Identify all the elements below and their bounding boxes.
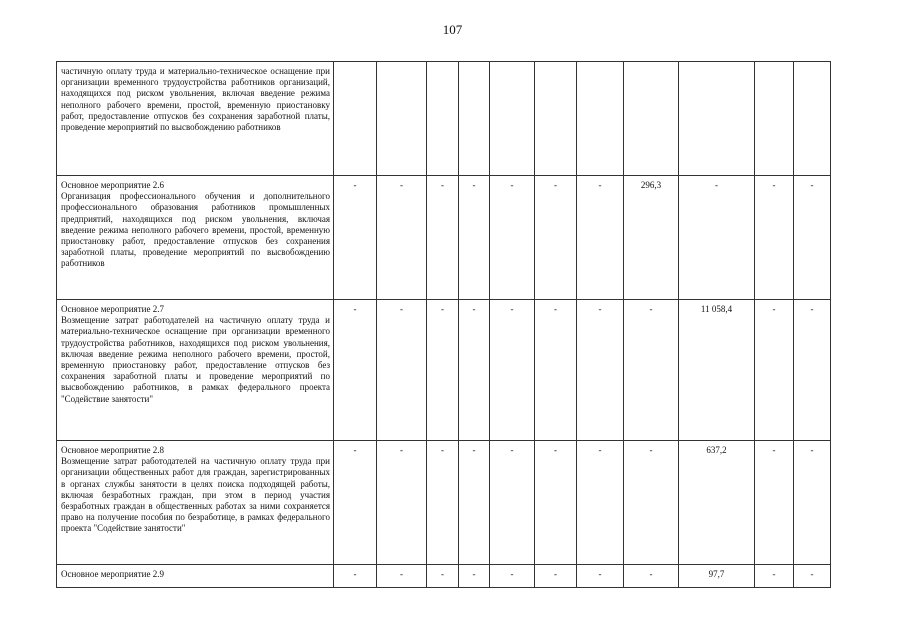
value-cell: 296,3 xyxy=(624,176,679,300)
value-cell: - xyxy=(377,300,427,441)
value-cell xyxy=(334,62,377,176)
activity-text: Возмещение затрат работодателей на частичную оплату труда и материально-техническое оснащение при организации временного трудоустройства работников, находящихся под риском увольнения, включая введение режима неполного рабочего времени, простой, временную приостановку работ, предоставление отпусков без сохранения заработной платы и проведение мероприятий по высвобождению работников, в рамках федерального проекта "Содействие занятости" xyxy=(61,315,330,404)
value-cell: - xyxy=(334,565,377,588)
value-cell xyxy=(427,62,459,176)
table-row xyxy=(57,565,831,588)
activity-description-cell xyxy=(57,176,334,300)
value-cell: - xyxy=(334,300,377,441)
value-cell: - xyxy=(459,441,490,565)
value-cell: - xyxy=(490,176,535,300)
value-cell: 11 058,4 xyxy=(679,300,755,441)
value-cell: - xyxy=(535,300,577,441)
table-row xyxy=(57,441,831,565)
table-row xyxy=(57,300,831,441)
activity-text: частичную оплату труда и материально-техническое оснащение при организации временного трудоустройства работников организаций, находящихся под риском увольнения, включая введение режима неполного рабочего времени, простой, временную приостановку работ, предоставление отпусков без сохранения заработной платы, проведение мероприятий по высвобождению работников xyxy=(61,66,330,133)
value-cell: - xyxy=(334,441,377,565)
activity-title: Основное мероприятие 2.7 xyxy=(61,304,164,314)
activity-text: Возмещение затрат работодателей на частичную оплату труда при организации общественных работ для граждан, зарегистрированных в органах службы занятости в целях поиска подходящей работы, включая безработных граждан, при этом в период участия безработных граждан в общественных работах за ними сохраняется право на получение пособия по безработице, в рамках федерального проекта "Содействие занятости" xyxy=(61,456,330,534)
page-number: 107 xyxy=(442,22,463,37)
value-cell: - xyxy=(459,176,490,300)
value-cell: - xyxy=(490,441,535,565)
activity-description-cell xyxy=(57,300,334,441)
activity-title: Основное мероприятие 2.6 xyxy=(61,180,164,190)
value-cell: - xyxy=(535,176,577,300)
value-cell: - xyxy=(377,441,427,565)
activity-description-cell xyxy=(57,565,334,588)
value-cell: - xyxy=(535,441,577,565)
value-cell: - xyxy=(334,176,377,300)
value-cell: - xyxy=(679,176,755,300)
value-cell: - xyxy=(794,565,831,588)
value-cell: - xyxy=(577,300,624,441)
table-row xyxy=(57,62,831,176)
value-cell: - xyxy=(794,441,831,565)
value-cell: - xyxy=(624,300,679,441)
activity-title: Основное мероприятие 2.9 xyxy=(61,569,164,579)
value-cell: - xyxy=(535,565,577,588)
value-cell: - xyxy=(577,176,624,300)
value-cell: - xyxy=(577,441,624,565)
value-cell: - xyxy=(755,176,794,300)
value-cell xyxy=(679,62,755,176)
value-cell: - xyxy=(427,300,459,441)
value-cell: - xyxy=(624,441,679,565)
value-cell xyxy=(459,62,490,176)
value-cell: - xyxy=(459,565,490,588)
activity-description-cell xyxy=(57,441,334,565)
value-cell xyxy=(624,62,679,176)
value-cell xyxy=(490,62,535,176)
activity-text: Организация профессионального обучения и дополнительного профессионального образования работников промышленных предприятий, находящихся под риском увольнения, включая введение режима неполного рабочего времени, простой, временную приостановку работ, предоставление отпусков без сохранения заработной платы, проведение мероприятий по высвобождению работников xyxy=(61,191,330,269)
value-cell: - xyxy=(794,300,831,441)
program-activities-table xyxy=(56,61,831,588)
value-cell: 637,2 xyxy=(679,441,755,565)
value-cell: - xyxy=(490,300,535,441)
value-cell: - xyxy=(624,565,679,588)
value-cell xyxy=(755,62,794,176)
value-cell: - xyxy=(427,565,459,588)
activity-title: Основное мероприятие 2.8 xyxy=(61,445,164,455)
value-cell xyxy=(577,62,624,176)
value-cell xyxy=(535,62,577,176)
value-cell: - xyxy=(427,441,459,565)
value-cell: - xyxy=(377,565,427,588)
table-row xyxy=(57,176,831,300)
value-cell: - xyxy=(490,565,535,588)
value-cell: - xyxy=(459,300,490,441)
value-cell: - xyxy=(577,565,624,588)
value-cell: - xyxy=(755,441,794,565)
value-cell: - xyxy=(755,300,794,441)
value-cell: - xyxy=(755,565,794,588)
activity-description-cell xyxy=(57,62,334,176)
value-cell: - xyxy=(794,176,831,300)
value-cell: - xyxy=(427,176,459,300)
value-cell: 97,7 xyxy=(679,565,755,588)
value-cell: - xyxy=(377,176,427,300)
value-cell xyxy=(377,62,427,176)
value-cell xyxy=(794,62,831,176)
